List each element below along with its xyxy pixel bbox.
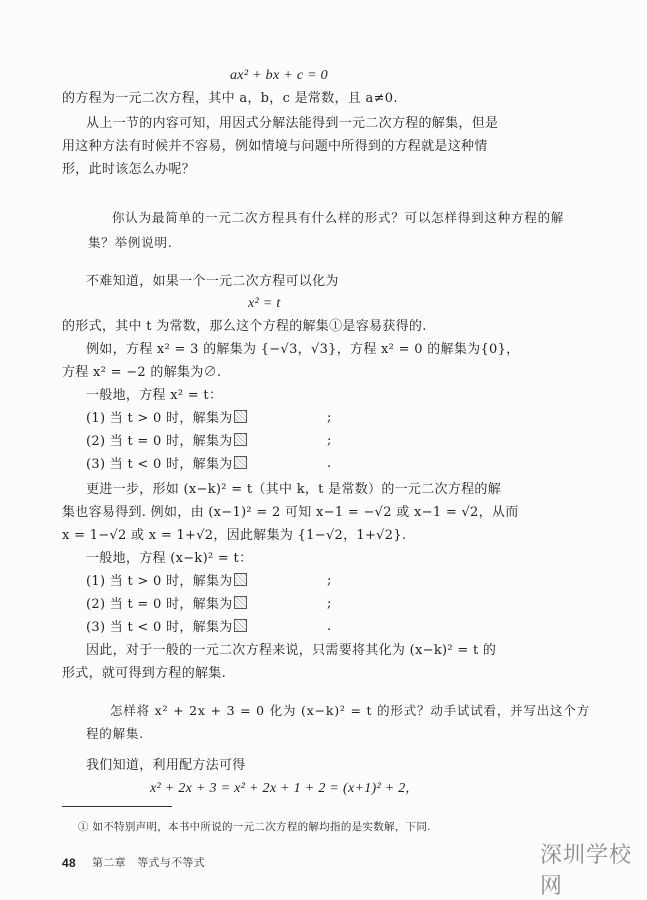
paragraph-line: 用这种方法有时候并不容易，例如情境与问题中所得到的方程就是这种情	[62, 139, 488, 154]
paragraph-line: 形式，就可得到方程的解集.	[62, 666, 227, 681]
missing-image-icon	[234, 596, 247, 609]
case-item	[86, 619, 247, 637]
formula-general-quadratic: ax² + bx + c = 0	[230, 68, 328, 83]
page-number: 48	[62, 856, 76, 870]
thinking-prompt-line: 程的解集.	[86, 726, 144, 741]
thinking-prompt-line: 集？举例说明.	[88, 235, 173, 250]
paragraph-line: 因此，对于一般的一元二次方程来说，只需要将其化为 (x−k)² = t 的	[86, 643, 497, 658]
case-punctuation: ;	[327, 573, 332, 588]
case-punctuation: ;	[327, 596, 332, 611]
paragraph-definition: 的方程为一元二次方程，其中 a，b，c 是常数，且 a≠0.	[62, 91, 398, 106]
case-item	[86, 433, 247, 451]
case-punctuation: ;	[327, 433, 332, 448]
paragraph-line: 方程 x² = −2 的解集为∅.	[62, 365, 222, 380]
paragraph-line: 我们知道，利用配方法可得	[86, 758, 246, 773]
footnote-divider	[62, 806, 172, 807]
case-item	[86, 573, 247, 591]
missing-image-icon	[234, 410, 247, 423]
paragraph-line: 的形式，其中 t 为常数，那么这个方程的解集①是容易获得的.	[62, 319, 427, 334]
paragraph-line: 从上一节的内容可知，用因式分解法能得到一元二次方程的解集，但是	[86, 116, 499, 131]
missing-image-icon	[234, 619, 247, 632]
case-item	[86, 456, 247, 474]
paragraph-line: 更进一步，形如 (x−k)² = t（其中 k，t 是常数）的一元二次方程的解	[86, 482, 502, 497]
case-text: (1) 当 t > 0 时，解集为	[86, 411, 233, 426]
watermark: 深圳学校网	[540, 843, 633, 899]
case-item	[86, 596, 247, 614]
case-item	[86, 410, 247, 428]
paragraph-line: 一般地，方程 x² = t：	[86, 388, 223, 403]
missing-image-icon	[234, 573, 247, 586]
paragraph-line: 集也容易得到. 例如，由 (x−1)² = 2 可知 x−1 = −√2 或 x−1 = √2，从而	[62, 505, 519, 520]
thinking-prompt-line: 怎样将 x² + 2x + 3 = 0 化为 (x−k)² = t 的形式？动手试试看，并写出这个方	[110, 703, 590, 718]
case-text: (3) 当 t < 0 时，解集为	[86, 620, 233, 635]
footnote: ① 如不特别声明，本书中所说的一元二次方程的解均指的是实数解，下同.	[78, 821, 431, 833]
case-punctuation: .	[327, 456, 332, 471]
thinking-prompt-line: 你认为最简单的一元二次方程具有什么样的形式？可以怎样得到这种方程的解	[112, 210, 565, 225]
missing-image-icon	[234, 456, 247, 469]
case-punctuation: .	[327, 619, 332, 634]
paragraph-line: x = 1−√2 或 x = 1+√2，因此解集为 {1−√2，1+√2}.	[62, 528, 407, 543]
case-text: (3) 当 t < 0 时，解集为	[86, 457, 233, 472]
paragraph-line: 例如，方程 x² = 3 的解集为 {−√3，√3}，方程 x² = 0 的解集为{0}，	[86, 342, 520, 357]
formula-completing-square: x² + 2x + 3 = x² + 2x + 1 + 2 = (x+1)² + 2,	[150, 781, 410, 796]
case-text: (1) 当 t > 0 时，解集为	[86, 574, 233, 589]
case-text: (2) 当 t = 0 时，解集为	[86, 597, 233, 612]
paragraph-line: 形，此时该怎么办呢？	[62, 162, 196, 177]
chapter-title: 第二章 等式与不等式	[92, 856, 205, 869]
case-punctuation: ;	[327, 410, 332, 425]
formula-x-squared-equals-t: x² = t	[248, 296, 281, 311]
missing-image-icon	[234, 433, 247, 446]
paragraph-line: 不难知道，如果一个一元二次方程可以化为	[86, 274, 339, 289]
paragraph-line: 一般地，方程 (x−k)² = t：	[86, 551, 253, 566]
case-text: (2) 当 t = 0 时，解集为	[86, 434, 233, 449]
